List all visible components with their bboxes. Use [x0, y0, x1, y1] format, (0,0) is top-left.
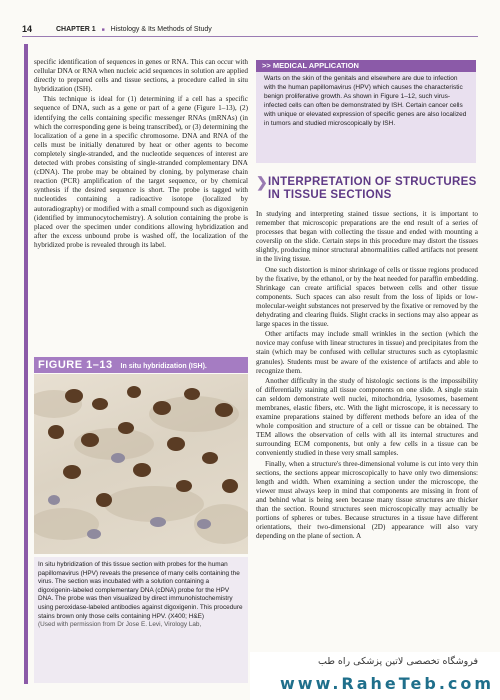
chevron-right-icon: ❯: [256, 174, 269, 190]
chapter-label: [56, 26, 212, 33]
section-heading-line2: IN TISSUE SECTIONS: [268, 189, 392, 201]
header-separator: ■: [101, 27, 105, 33]
watermark-banner: [250, 652, 500, 700]
figure-title-bar: [34, 357, 248, 373]
medical-application-title: MEDICAL APPLICATION: [272, 61, 359, 70]
chapter-number: CHAPTER 1: [56, 26, 96, 33]
medical-application-heading: [256, 60, 476, 72]
figure-caption: [34, 557, 248, 683]
left-paragraph-1: specific identification of sequences in genes or RNA. This can occur with cellular DNA or RNA when nucleic acid sequences in solution are applied directly to prepared cells and tissue sections, a procedure called in situ hybridization (ISH).: [34, 58, 248, 94]
figure-caption-credit: (Used with permission from Dr Jose E. Levi, Virology Lab,: [38, 621, 202, 629]
running-header: [22, 24, 478, 36]
left-column: [34, 58, 248, 354]
left-paragraph-2: This technique is ideal for (1) determining if a cell has a specific sequence of DNA, such as a gene or part of a gene (Figure 1–13), (2) identifying the cells containing specific messenger RNAs (mRNAs) (in which the corresponding gene is being transcribed), or (3) determining the localization of a gene in a specific chromosome. DNA and RNA of the cells must be initially denatured by heat or other agents to become completely single-stranded, and the nucleotide sequences of interest are detected with probes consisting of single-stranded complementary DNA (cDNA). The probe may be obtained by cloning, by polymerase chain reaction (PCR) amplification of the target sequence, or by chemical synthesis if the desired sequence is short. The probe is tagged with nucleotides containing a radioactive isotope (localized by autoradiography) or modified with a small compound such as digoxigenin (identified by immunocytochemistry). A solution containing the probe is placed over the specimen under conditions allowing hybridization and after the excess unbound probe is washed off, the localization of the hybridized probe is revealed through its label.: [34, 95, 248, 249]
figure-title: In situ hybridization (ISH).: [120, 363, 207, 370]
medical-application-box: [256, 60, 476, 163]
micrograph-illustration: [34, 374, 248, 554]
figure-caption-text: In situ hybridization of this tissue section with probes for the human papillomavirus (HPV) reveals the presence of many cells containing the virus. The section was incubated with a solution containing a digoxigenin-labeled complementary DNA (cDNA) probe for the HPV DNA. The probe was then visualized by direct immunohistochemistry using peroxidase-labeled antibodies against digoxigenin. This procedure stains brown only those cells containing HPV. (X400; H&E): [38, 561, 243, 620]
figure-number: FIGURE 1–13: [38, 359, 113, 371]
right-column: [256, 210, 478, 652]
chapter-title: Histology & Its Methods of Study: [110, 26, 212, 33]
header-rule: [22, 36, 478, 37]
left-accent-bar: [24, 44, 28, 684]
medical-application-text: Warts on the skin of the genitals and elsewhere are due to infection with the human papillomavirus (HPV) which causes the characteristic benign proliferative growth. As shown in Figure 1–12, such virus-infected cells can often be demonstrated by ISH. Certain cancer cells with unique or elevated expression of specific genes are also localized in tumors and studied microscopically by ISH.: [264, 75, 467, 127]
section-paragraph-4: Another difficulty in the study of histologic sections is the impossibility of differentially staining all tissue components on one slide. A single stain can seldom demonstrate well nuclei, mitochondria, lysosomes, basement membranes, elastic fibers, etc. With the light microscope, it is necessary to examine preparations stained by different methods before an idea of the whole composition and structure of a cell or tissue can be obtained. The TEM allows the observation of cells with all its internal structures and surrounding ECM components, but only a few cells in a tissue can be conveniently studied in these very small samples.: [256, 376, 478, 458]
page-number: 14: [22, 24, 33, 34]
store-name: فروشگاه تخصصی لاتین پزشکی راه طب: [318, 656, 478, 667]
section-paragraph-1: In studying and interpreting stained tissue sections, it is important to remember that microscopic preparations are the end result of a series of processes that began with collecting the tissue and ended with mounting a coverslip on the slide. Certain steps in this procedure may distort the tissues slightly, producing minor structural abnormalities called artifacts not present in the living tissue.: [256, 210, 478, 264]
section-paragraph-5: Finally, when a structure's three-dimensional volume is cut into very thin sections, the sections appear microscopically to have only two dimensions: length and width. When examining a section under the microscope, the viewer must always keep in mind that components are missing in front of and behind what is being seen because many tissue structures are thicker than the section. Round structures seen microscopically may actually be portions of spheres or tubes. Because structures in a tissue have different orientations, their two-dimensional (2D) appearance will also vary depending on the plane of section. A: [256, 459, 478, 541]
section-paragraph-2: One such distortion is minor shrinkage of cells or tissue regions produced by the fixative, by the ethanol, or by the heat needed for paraffin embedding. Shrinkage can create artificial spaces between cells and other tissue components. Such spaces can also result from the loss of lipids or low-molecular-weight substances not preserved by the fixative or removed by the dehydrating and clearing fluids. Slight cracks in sections may also appear as large spaces in the tissue.: [256, 265, 478, 329]
section-paragraph-3: Other artifacts may include small wrinkles in the section (which the novice may confuse with linear structures in tissue) and precipitates from the stain (which may be confused with cellular structures such as cytoplasmic granules). Students must be aware of the existence of artifacts and able to recognize them.: [256, 330, 478, 375]
double-chevron-icon: >>: [262, 61, 271, 70]
section-heading-line1: INTERPRETATION OF STRUCTURES: [268, 176, 477, 188]
store-url[interactable]: www.RaheTeb.com: [280, 674, 495, 693]
micrograph-image: [34, 374, 248, 554]
